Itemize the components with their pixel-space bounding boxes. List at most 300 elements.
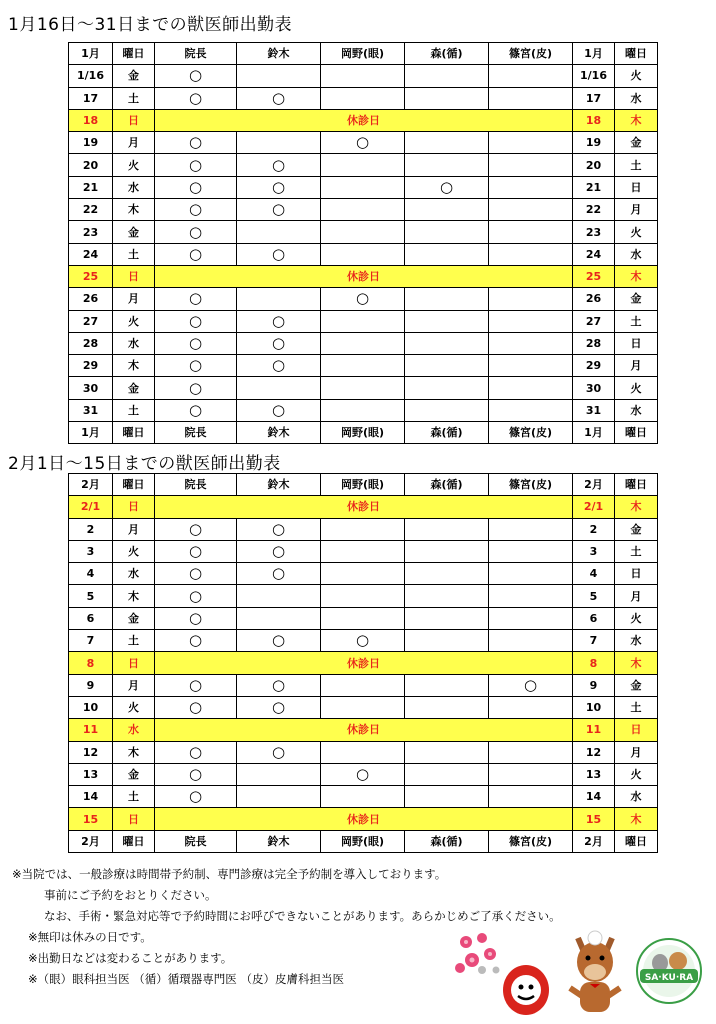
column-header: 曜日 [615, 43, 658, 65]
attendance-cell: ○ [237, 199, 321, 221]
attendance-cell: ○ [155, 630, 237, 652]
attendance-cell: ○ [155, 65, 237, 87]
attendance-cell [405, 310, 489, 332]
date-cell: 7 [69, 630, 113, 652]
weekday-cell-right: 火 [615, 763, 658, 785]
attendance-cell [405, 630, 489, 652]
attendance-cell [489, 199, 573, 221]
column-header: 鈴木 [237, 474, 321, 496]
attendance-cell: ○ [237, 518, 321, 540]
attendance-cell [321, 377, 405, 399]
date-cell-right: 11 [573, 719, 615, 741]
table-row [69, 243, 658, 265]
attendance-cell: ○ [237, 355, 321, 377]
attendance-cell [489, 741, 573, 763]
date-cell-right: 24 [573, 243, 615, 265]
date-cell-right: 13 [573, 763, 615, 785]
column-header: 曜日 [113, 474, 155, 496]
attendance-cell: ○ [155, 199, 237, 221]
attendance-cell [489, 243, 573, 265]
date-cell: 25 [69, 265, 113, 287]
attendance-cell [237, 65, 321, 87]
attendance-cell [321, 786, 405, 808]
weekday-cell-right: 日 [615, 719, 658, 741]
attendance-cell [321, 154, 405, 176]
table-header-row [69, 474, 658, 496]
attendance-cell: ○ [155, 355, 237, 377]
column-footer: 曜日 [113, 830, 155, 852]
attendance-cell [489, 154, 573, 176]
date-cell-right: 3 [573, 540, 615, 562]
table-row [69, 674, 658, 696]
attendance-cell [321, 518, 405, 540]
weekday-cell-right: 木 [615, 496, 658, 518]
date-cell: 19 [69, 132, 113, 154]
table1-title: 1月16日〜31日までの獣医師出勤表 [8, 15, 293, 35]
attendance-cell [321, 540, 405, 562]
weekday-cell: 火 [113, 310, 155, 332]
column-header: 岡野(眼) [321, 43, 405, 65]
attendance-cell: ○ [155, 221, 237, 243]
date-cell: 6 [69, 607, 113, 629]
attendance-cell: ○ [489, 674, 573, 696]
weekday-cell-right: 木 [615, 265, 658, 287]
table-row [69, 288, 658, 310]
weekday-cell: 火 [113, 696, 155, 718]
attendance-cell: ○ [237, 741, 321, 763]
attendance-cell [405, 332, 489, 354]
column-header: 曜日 [615, 474, 658, 496]
note-line: ※（眼）眼科担当医 （循）循環器専門医 （皮）皮膚科担当医 [28, 972, 344, 986]
column-footer: 篠宮(皮) [489, 422, 573, 444]
weekday-cell-right: 土 [615, 696, 658, 718]
attendance-cell [405, 607, 489, 629]
attendance-cell [237, 221, 321, 243]
weekday-cell: 水 [113, 719, 155, 741]
closed-day-label: 休診日 [155, 496, 573, 518]
column-footer: 1月 [69, 422, 113, 444]
attendance-cell [321, 332, 405, 354]
date-cell-right: 9 [573, 674, 615, 696]
column-header: 1月 [69, 43, 113, 65]
attendance-cell [489, 696, 573, 718]
column-header: 曜日 [113, 43, 155, 65]
attendance-cell [237, 132, 321, 154]
closed-day-label: 休診日 [155, 652, 573, 674]
date-cell-right: 25 [573, 265, 615, 287]
table-row [69, 132, 658, 154]
weekday-cell: 火 [113, 540, 155, 562]
attendance-cell: ○ [321, 288, 405, 310]
column-footer: 院長 [155, 422, 237, 444]
weekday-cell: 木 [113, 355, 155, 377]
date-cell: 4 [69, 563, 113, 585]
attendance-cell: ○ [155, 585, 237, 607]
column-footer: 曜日 [113, 422, 155, 444]
date-cell: 18 [69, 109, 113, 131]
date-cell-right: 28 [573, 332, 615, 354]
holiday-row [69, 496, 658, 518]
column-header: 篠宮(皮) [489, 474, 573, 496]
attendance-cell: ○ [155, 674, 237, 696]
date-cell-right: 17 [573, 87, 615, 109]
attendance-cell [489, 763, 573, 785]
attendance-cell: ○ [155, 243, 237, 265]
column-header: 岡野(眼) [321, 474, 405, 496]
date-cell: 31 [69, 399, 113, 421]
column-header: 院長 [155, 43, 237, 65]
note-line: ※無印は休みの日です。 [28, 930, 152, 944]
weekday-cell: 日 [113, 652, 155, 674]
attendance-cell: ○ [155, 563, 237, 585]
weekday-cell-right: 土 [615, 540, 658, 562]
attendance-cell: ○ [237, 87, 321, 109]
schedule-table-february [68, 473, 658, 853]
weekday-cell-right: 月 [615, 585, 658, 607]
plum-blossom-icon [452, 930, 502, 980]
column-footer: 曜日 [615, 422, 658, 444]
weekday-cell: 金 [113, 221, 155, 243]
weekday-cell-right: 火 [615, 377, 658, 399]
attendance-cell [405, 540, 489, 562]
date-cell: 17 [69, 87, 113, 109]
note-line: ※当院では、一般診療は時間帯予約制、専門診療は完全予約制を導入しております。 [12, 867, 447, 881]
date-cell: 8 [69, 652, 113, 674]
table2-title: 2月1日〜15日までの獣医師出勤表 [8, 454, 281, 474]
attendance-cell [321, 399, 405, 421]
weekday-cell: 土 [113, 630, 155, 652]
column-header: 森(循) [405, 474, 489, 496]
attendance-cell [405, 399, 489, 421]
date-cell: 29 [69, 355, 113, 377]
date-cell: 23 [69, 221, 113, 243]
column-header: 篠宮(皮) [489, 43, 573, 65]
attendance-cell [321, 696, 405, 718]
date-cell: 5 [69, 585, 113, 607]
date-cell: 20 [69, 154, 113, 176]
attendance-cell: ○ [155, 696, 237, 718]
note-line: なお、手術・緊急対応等で予約時間にお呼びできないことがあります。あらかじめご了承ください。 [44, 909, 561, 923]
attendance-cell: ○ [237, 154, 321, 176]
date-cell-right: 1/16 [573, 65, 615, 87]
attendance-cell [237, 607, 321, 629]
holiday-row [69, 265, 658, 287]
attendance-cell [405, 87, 489, 109]
column-header: 2月 [69, 474, 113, 496]
date-cell: 24 [69, 243, 113, 265]
date-cell: 13 [69, 763, 113, 785]
table-row [69, 377, 658, 399]
date-cell-right: 15 [573, 808, 615, 830]
attendance-cell: ○ [237, 696, 321, 718]
attendance-cell: ○ [237, 332, 321, 354]
weekday-cell: 火 [113, 154, 155, 176]
attendance-cell [405, 563, 489, 585]
attendance-cell: ○ [155, 540, 237, 562]
table-row [69, 399, 658, 421]
table-row [69, 221, 658, 243]
date-cell-right: 8 [573, 652, 615, 674]
column-footer: 森(循) [405, 830, 489, 852]
weekday-cell-right: 水 [615, 399, 658, 421]
attendance-cell [489, 630, 573, 652]
date-cell-right: 26 [573, 288, 615, 310]
attendance-cell: ○ [155, 377, 237, 399]
column-header: 鈴木 [237, 43, 321, 65]
weekday-cell-right: 月 [615, 741, 658, 763]
attendance-cell: ○ [155, 518, 237, 540]
attendance-cell [489, 607, 573, 629]
date-cell: 14 [69, 786, 113, 808]
attendance-cell [489, 87, 573, 109]
attendance-cell [489, 786, 573, 808]
schedule-table-january [68, 42, 658, 444]
date-cell: 12 [69, 741, 113, 763]
weekday-cell: 水 [113, 176, 155, 198]
column-footer: 1月 [573, 422, 615, 444]
attendance-cell [237, 585, 321, 607]
weekday-cell-right: 水 [615, 630, 658, 652]
date-cell-right: 19 [573, 132, 615, 154]
table-footer-row [69, 422, 658, 444]
weekday-cell-right: 土 [615, 154, 658, 176]
weekday-cell-right: 木 [615, 808, 658, 830]
attendance-cell [321, 563, 405, 585]
holiday-row [69, 652, 658, 674]
date-cell: 22 [69, 199, 113, 221]
attendance-cell: ○ [155, 786, 237, 808]
table-row [69, 332, 658, 354]
attendance-cell: ○ [237, 563, 321, 585]
weekday-cell: 月 [113, 288, 155, 310]
weekday-cell: 土 [113, 786, 155, 808]
column-footer: 曜日 [615, 830, 658, 852]
date-cell: 30 [69, 377, 113, 399]
weekday-cell: 金 [113, 65, 155, 87]
attendance-cell [489, 540, 573, 562]
table-row [69, 763, 658, 785]
attendance-cell [489, 176, 573, 198]
weekday-cell-right: 金 [615, 518, 658, 540]
attendance-cell [321, 221, 405, 243]
attendance-cell [321, 607, 405, 629]
weekday-cell-right: 日 [615, 176, 658, 198]
table-row [69, 154, 658, 176]
note-line: 事前にご予約をおとりください。 [44, 888, 217, 902]
weekday-cell: 金 [113, 377, 155, 399]
attendance-cell: ○ [155, 332, 237, 354]
holiday-row [69, 719, 658, 741]
weekday-cell: 日 [113, 109, 155, 131]
weekday-cell: 日 [113, 808, 155, 830]
attendance-cell: ○ [237, 243, 321, 265]
attendance-cell [321, 199, 405, 221]
table-row [69, 741, 658, 763]
table-row [69, 585, 658, 607]
weekday-cell-right: 月 [615, 199, 658, 221]
attendance-cell [489, 563, 573, 585]
attendance-cell: ○ [155, 399, 237, 421]
column-footer: 岡野(眼) [321, 830, 405, 852]
column-header: 森(循) [405, 43, 489, 65]
attendance-cell [321, 176, 405, 198]
attendance-cell [405, 199, 489, 221]
table-row [69, 786, 658, 808]
weekday-cell-right: 木 [615, 109, 658, 131]
weekday-cell: 月 [113, 132, 155, 154]
column-header: 1月 [573, 43, 615, 65]
weekday-cell-right: 金 [615, 288, 658, 310]
weekday-cell-right: 水 [615, 87, 658, 109]
date-cell-right: 18 [573, 109, 615, 131]
attendance-cell: ○ [237, 176, 321, 198]
table-row [69, 199, 658, 221]
attendance-cell [405, 585, 489, 607]
table-row [69, 65, 658, 87]
date-cell-right: 20 [573, 154, 615, 176]
attendance-cell [405, 786, 489, 808]
column-header: 2月 [573, 474, 615, 496]
attendance-cell [405, 132, 489, 154]
attendance-cell [321, 310, 405, 332]
weekday-cell: 水 [113, 563, 155, 585]
column-header: 院長 [155, 474, 237, 496]
attendance-cell [405, 696, 489, 718]
attendance-cell [321, 585, 405, 607]
date-cell-right: 22 [573, 199, 615, 221]
weekday-cell-right: 日 [615, 563, 658, 585]
weekday-cell: 月 [113, 674, 155, 696]
attendance-cell [321, 243, 405, 265]
attendance-cell [489, 221, 573, 243]
date-cell-right: 29 [573, 355, 615, 377]
weekday-cell: 木 [113, 199, 155, 221]
column-footer: 2月 [69, 830, 113, 852]
date-cell-right: 4 [573, 563, 615, 585]
date-cell: 11 [69, 719, 113, 741]
attendance-cell [489, 399, 573, 421]
attendance-cell [405, 377, 489, 399]
table-header-row [69, 43, 658, 65]
date-cell-right: 21 [573, 176, 615, 198]
date-cell: 21 [69, 176, 113, 198]
date-cell-right: 27 [573, 310, 615, 332]
attendance-cell: ○ [155, 132, 237, 154]
date-cell: 3 [69, 540, 113, 562]
attendance-cell [489, 585, 573, 607]
weekday-cell: 土 [113, 243, 155, 265]
date-cell-right: 12 [573, 741, 615, 763]
attendance-cell [489, 310, 573, 332]
date-cell-right: 2/1 [573, 496, 615, 518]
weekday-cell-right: 月 [615, 355, 658, 377]
weekday-cell: 日 [113, 265, 155, 287]
date-cell-right: 6 [573, 607, 615, 629]
weekday-cell-right: 木 [615, 652, 658, 674]
sakura-hospital-logo-icon [634, 935, 704, 1007]
attendance-cell [489, 518, 573, 540]
attendance-cell [405, 221, 489, 243]
column-footer: 篠宮(皮) [489, 830, 573, 852]
daruma-icon [500, 960, 552, 1016]
table-row [69, 355, 658, 377]
weekday-cell: 土 [113, 87, 155, 109]
horse-mascot-icon [560, 930, 630, 1016]
date-cell-right: 7 [573, 630, 615, 652]
weekday-cell-right: 火 [615, 607, 658, 629]
attendance-cell [405, 674, 489, 696]
column-footer: 森(循) [405, 422, 489, 444]
attendance-cell [321, 355, 405, 377]
attendance-cell: ○ [155, 310, 237, 332]
date-cell: 27 [69, 310, 113, 332]
weekday-cell-right: 水 [615, 786, 658, 808]
column-footer: 岡野(眼) [321, 422, 405, 444]
date-cell-right: 14 [573, 786, 615, 808]
attendance-cell: ○ [155, 763, 237, 785]
closed-day-label: 休診日 [155, 265, 573, 287]
logo-text: SA·KU·RA [644, 973, 694, 983]
column-footer: 鈴木 [237, 830, 321, 852]
weekday-cell: 金 [113, 763, 155, 785]
attendance-cell: ○ [155, 154, 237, 176]
attendance-cell: ○ [237, 310, 321, 332]
date-cell: 26 [69, 288, 113, 310]
attendance-cell: ○ [155, 607, 237, 629]
attendance-cell: ○ [155, 87, 237, 109]
date-cell: 15 [69, 808, 113, 830]
attendance-cell: ○ [155, 288, 237, 310]
holiday-row [69, 109, 658, 131]
attendance-cell [405, 518, 489, 540]
attendance-cell: ○ [237, 674, 321, 696]
attendance-cell [405, 288, 489, 310]
weekday-cell-right: 土 [615, 310, 658, 332]
weekday-cell-right: 水 [615, 243, 658, 265]
column-footer: 院長 [155, 830, 237, 852]
closed-day-label: 休診日 [155, 719, 573, 741]
table-footer-row [69, 830, 658, 852]
attendance-cell: ○ [237, 540, 321, 562]
attendance-cell [321, 741, 405, 763]
date-cell-right: 2 [573, 518, 615, 540]
column-footer: 2月 [573, 830, 615, 852]
closed-day-label: 休診日 [155, 109, 573, 131]
table-row [69, 518, 658, 540]
attendance-cell: ○ [155, 741, 237, 763]
attendance-cell [405, 243, 489, 265]
weekday-cell: 木 [113, 741, 155, 763]
weekday-cell-right: 金 [615, 674, 658, 696]
attendance-cell [489, 377, 573, 399]
table-row [69, 607, 658, 629]
date-cell: 9 [69, 674, 113, 696]
attendance-cell: ○ [321, 132, 405, 154]
weekday-cell: 月 [113, 518, 155, 540]
table-row [69, 540, 658, 562]
attendance-cell: ○ [321, 763, 405, 785]
table-row [69, 176, 658, 198]
column-footer: 鈴木 [237, 422, 321, 444]
table-row [69, 563, 658, 585]
weekday-cell-right: 火 [615, 65, 658, 87]
weekday-cell: 金 [113, 607, 155, 629]
table-row [69, 696, 658, 718]
table-row [69, 87, 658, 109]
attendance-cell [405, 741, 489, 763]
attendance-cell [237, 377, 321, 399]
weekday-cell: 木 [113, 585, 155, 607]
